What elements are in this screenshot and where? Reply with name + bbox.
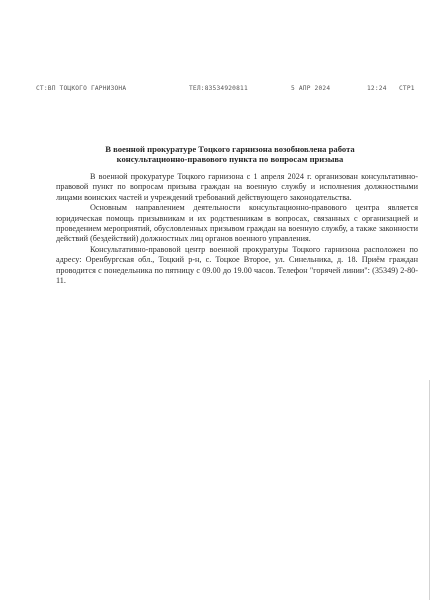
fax-header [36, 85, 422, 97]
paragraph-1: В военной прокуратуре Тоцкого гарнизона с 1 апреля 2024 г. организован консультативно-правовой пункт по вопросам призыва граждан на военную службу и исполнения должностными лицами воинских частей и учреждений требований действующего законодательства. [56, 172, 418, 202]
paragraph-2: Основным направлением деятельности консультационно-правового центра является юридическая помощь призывникам и их родственникам в вопросах, связанных с организацией и проведением мероприятий, обусловленных призывом граждан на военную службу, а также законности действий (бездействий) должностных лиц органов военного управления. [56, 203, 418, 244]
document-title: В военной прокуратуре Тоцкого гарнизона возобновлена работа консультационно-правового пункта по вопросам призыва [105, 144, 355, 165]
fax-sender: СТ:ВП ТОЦКОГО ГАРНИЗОНА [36, 85, 127, 92]
scan-edge-line [429, 380, 430, 600]
fax-phone: ТЕЛ:83534920811 [189, 85, 248, 92]
fax-time: 12:24 [367, 85, 387, 92]
fax-page-number: СТР1 [399, 85, 415, 92]
fax-date: 5 АПР 2024 [291, 85, 331, 92]
document-body [56, 172, 418, 286]
paragraph-3: Консультативно-правовой центр военной прокуратуры Тоцкого гарнизона расположен по адресу: Оренбургская обл., Тоцкий р-н, с. Тоцкое Второе, ул. Синельника, д. 18. Приём граждан проводится с понедельника по пятницу с 09.00 до 19.00 часов. Телефон "горячей линии": (35349) 2-80-11. [56, 244, 418, 286]
